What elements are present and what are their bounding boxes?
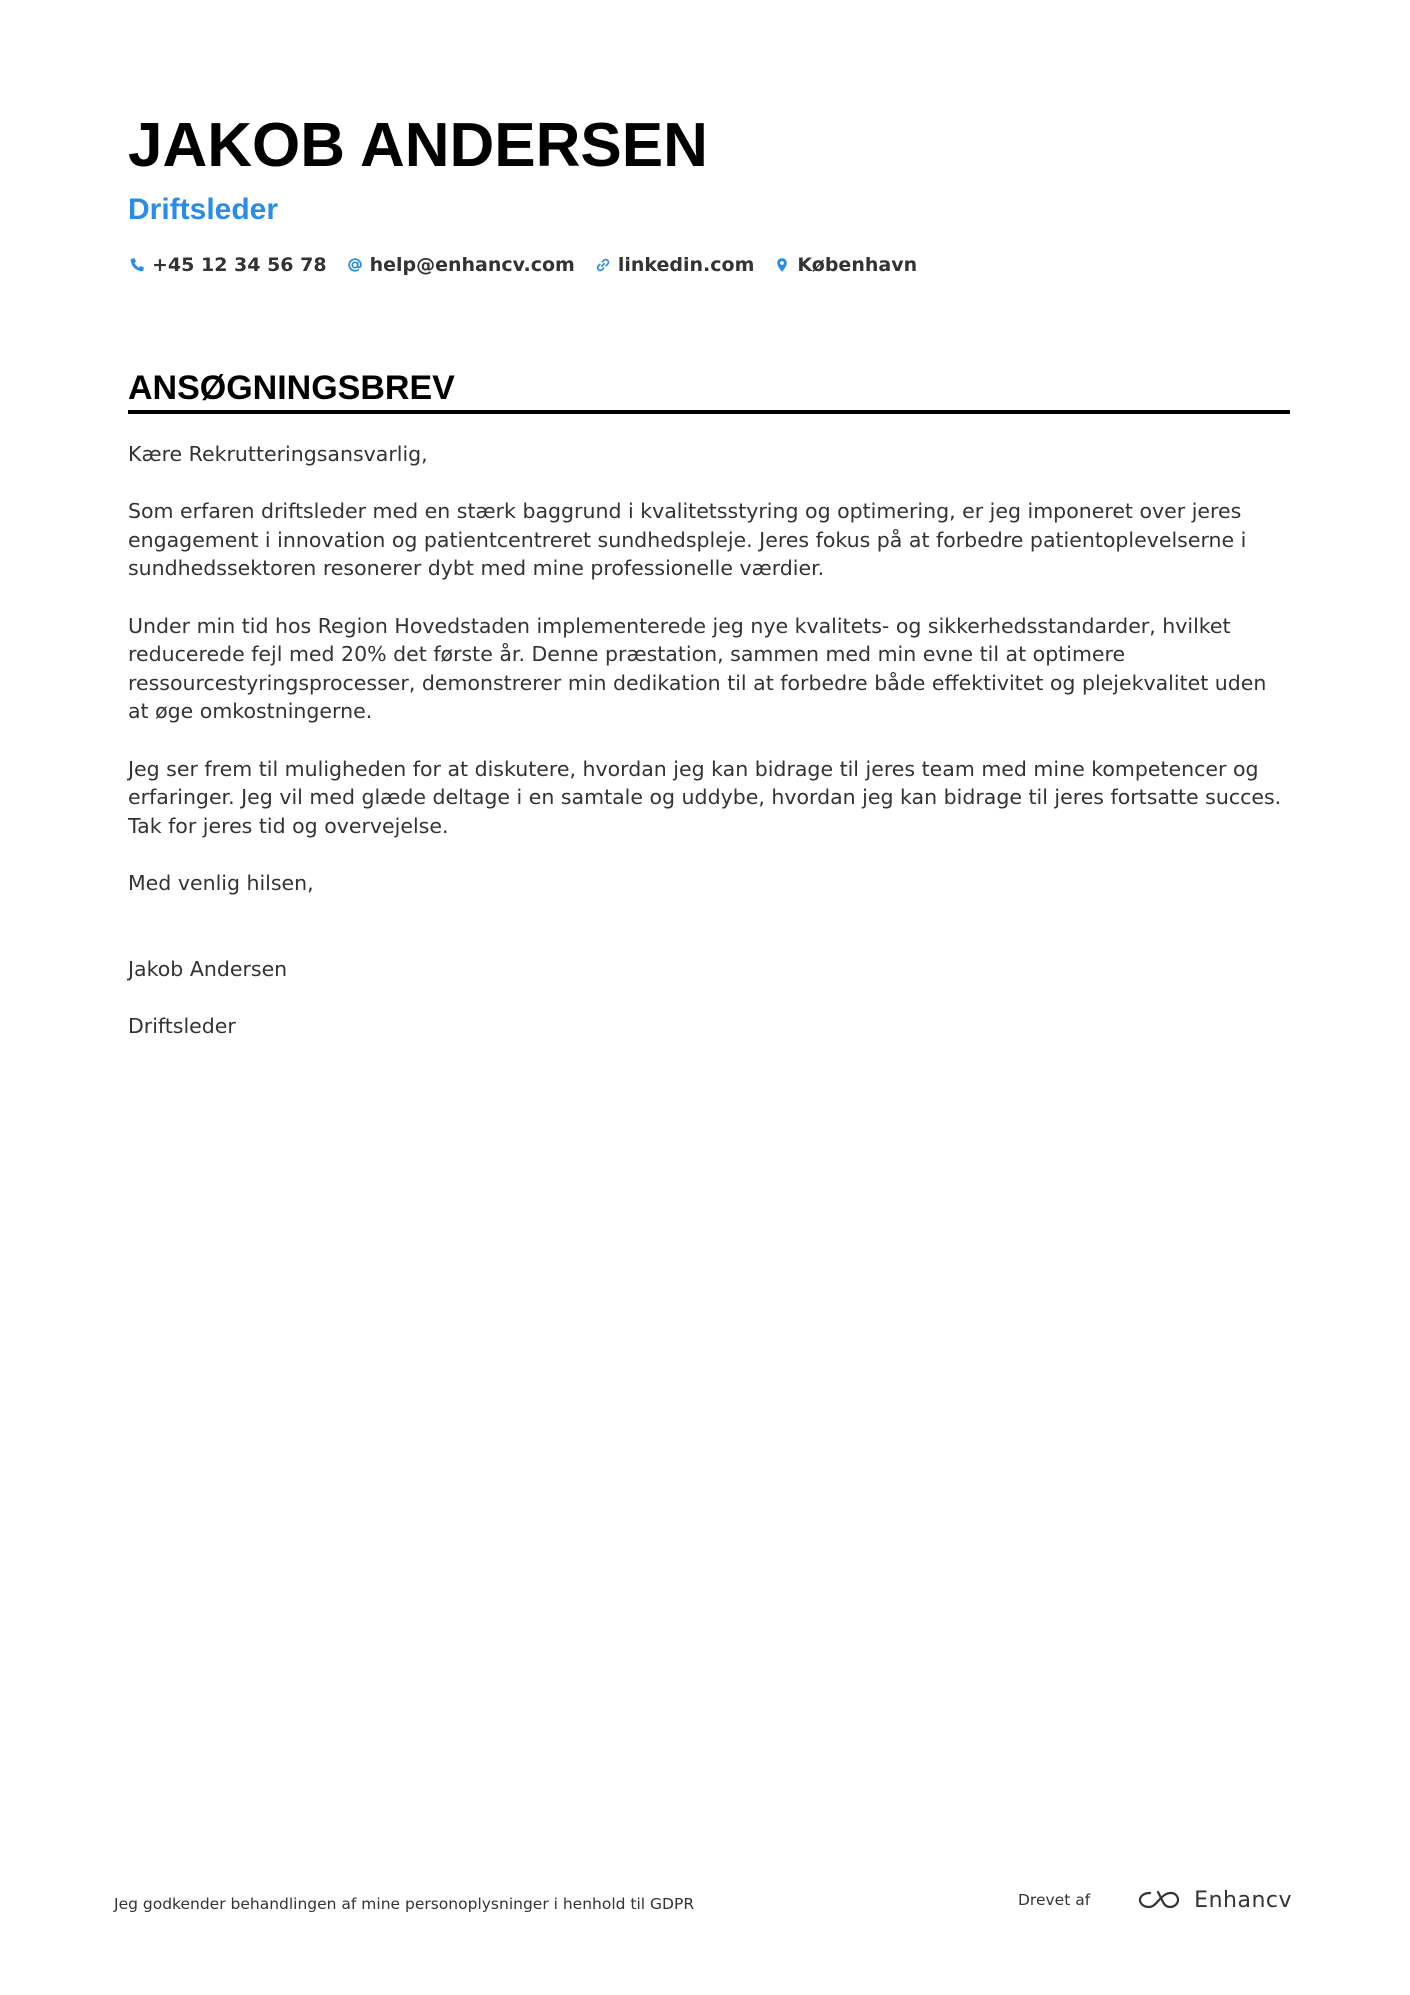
signature-title: Driftsleder xyxy=(128,1013,236,1038)
enhancv-brand-name: Enhancv xyxy=(1194,1887,1292,1913)
letter-greeting: Kære Rekrutteringsansvarlig, xyxy=(128,442,428,466)
letter-paragraph: Under min tid hos Region Hovedstaden implementerede jeg nye kvalitets- og sikkerhedsstandarder, hvilket reducerede fejl med 20% det første år. Denne præstation, sammen med min evne til at optimere ressourcestyringsprocesser, demonstrerer min dedikation til at forbedre både effektivitet og plejekvalitet uden at øge omkostningerne. xyxy=(128,613,1267,724)
contact-linkedin-text: linkedin.com xyxy=(617,254,755,276)
letter-closing: Med venlig hilsen, xyxy=(128,870,314,895)
applicant-role: Driftsleder xyxy=(128,193,279,226)
letter-paragraph: Jeg ser frem til muligheden for at diskutere, hvordan jeg kan bidrage til jeres team med mine kompetencer og erfaringer. Jeg vil med glæde deltage i en samtale og uddybe, hvordan jeg kan bidrage til jeres fortsatte succes. Tak for jeres tid og overvejelse. xyxy=(128,756,1282,838)
contact-bar xyxy=(128,254,936,276)
powered-by-label: Drevet af xyxy=(1018,1891,1091,1909)
applicant-name: JAKOB ANDERSEN xyxy=(128,111,708,180)
section-divider xyxy=(128,410,1290,414)
powered-by xyxy=(1018,1887,1292,1913)
contact-email[interactable] xyxy=(346,254,575,276)
contact-phone xyxy=(128,254,327,276)
location-pin-icon xyxy=(773,256,791,274)
letter-body xyxy=(128,440,1290,1069)
link-icon xyxy=(594,256,612,274)
contact-location xyxy=(773,254,917,276)
section-title: ANSØGNINGSBREV xyxy=(128,369,455,407)
contact-linkedin[interactable] xyxy=(594,254,755,276)
signature-name: Jakob Andersen xyxy=(128,956,288,981)
contact-email-text: help@enhancv.com xyxy=(369,254,575,276)
at-icon xyxy=(346,256,364,274)
contact-phone-text: +45 12 34 56 78 xyxy=(152,254,327,276)
letter-paragraph: Som erfaren driftsleder med en stærk baggrund i kvalitetsstyring og optimering, er jeg imponeret over jeres engagement i innovation og patientcentreret sundhedspleje. Jeres fokus på at forbedre patientoplevelserne i sundhedssektoren resonerer dybt med mine professionelle værdier. xyxy=(128,499,1247,581)
contact-location-text: København xyxy=(797,254,918,276)
phone-icon xyxy=(128,256,146,274)
enhancv-logo-icon xyxy=(1136,1887,1182,1913)
gdpr-consent: Jeg godkender behandlingen af mine personoplysninger i henhold til GDPR xyxy=(114,1895,695,1913)
